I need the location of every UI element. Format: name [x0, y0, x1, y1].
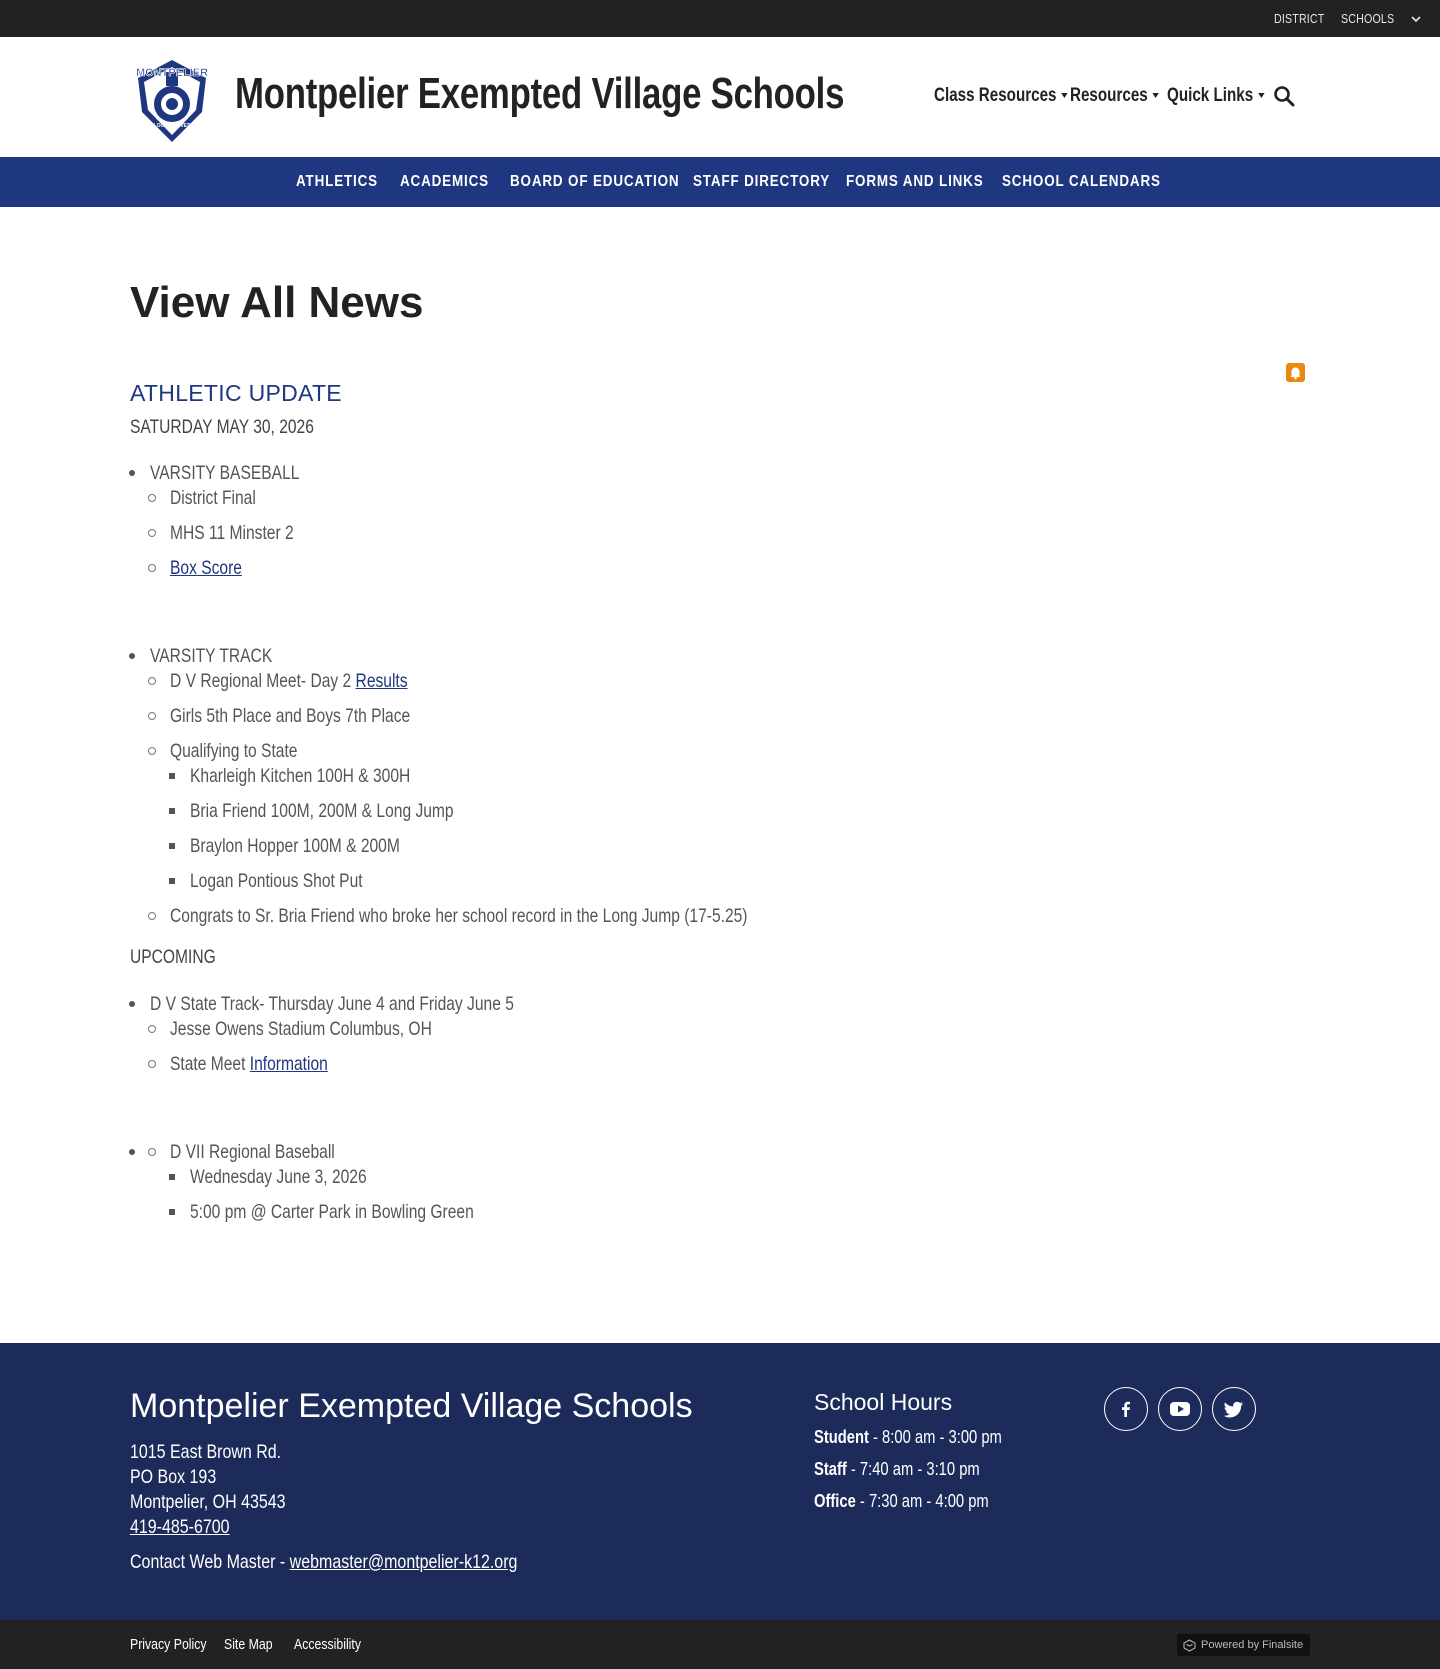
bullet — [169, 808, 175, 814]
nav-quick-links-label: Quick Links — [1167, 85, 1254, 106]
powered-by-badge[interactable] — [1177, 1634, 1310, 1656]
list-item — [170, 556, 242, 580]
bullet — [129, 1149, 135, 1155]
page-title: View All News — [130, 278, 424, 327]
box-score-link[interactable]: Box Score — [170, 557, 242, 579]
site-footer — [0, 1343, 1440, 1620]
privacy-policy-link[interactable]: Privacy Policy — [130, 1636, 207, 1653]
caret-down-icon — [1153, 93, 1159, 98]
bullet — [169, 843, 175, 849]
results-link[interactable]: Results — [355, 670, 408, 692]
logo-text-bottom: LOCOMOTIVES — [153, 123, 191, 129]
list-item: Bria Friend 100M, 200M & Long Jump — [190, 800, 454, 822]
meet-text: D V Regional Meet- Day 2 — [170, 670, 356, 692]
bullet — [129, 653, 135, 659]
mainnav-school-calendars[interactable]: SCHOOL CALENDARS — [1002, 173, 1161, 190]
facebook-icon — [1117, 1400, 1135, 1418]
footer-title: Montpelier Exempted Village Schools — [130, 1387, 693, 1425]
school-hours-title: School Hours — [814, 1389, 953, 1415]
list-item: Jesse Owens Stadium Columbus, OH — [170, 1018, 432, 1040]
mainnav-academics[interactable]: ACADEMICS — [400, 173, 489, 190]
hours-line — [814, 1427, 1002, 1448]
top-utility-bar — [0, 0, 1440, 37]
footer-address-line: PO Box 193 — [130, 1466, 217, 1488]
mainnav-forms-and-links[interactable]: FORMS AND LINKS — [846, 173, 984, 190]
bullet — [148, 912, 156, 920]
bullet — [129, 470, 135, 476]
bullet — [129, 1001, 135, 1007]
list-item: 5:00 pm @ Carter Park in Bowling Green — [190, 1201, 474, 1223]
bullet — [169, 1174, 175, 1180]
search-icon[interactable] — [1273, 85, 1295, 107]
news-date: SATURDAY MAY 30, 2026 — [130, 417, 314, 438]
hours-label: Student — [814, 1427, 869, 1447]
list-item: MHS 11 Minster 2 — [170, 522, 294, 544]
schools-link[interactable]: SCHOOLS — [1341, 11, 1395, 26]
youtube-button[interactable] — [1158, 1387, 1202, 1431]
list-item: Braylon Hopper 100M & 200M — [190, 835, 400, 857]
list-item: Kharleigh Kitchen 100H & 300H — [190, 765, 411, 787]
accessibility-link[interactable]: Accessibility — [294, 1636, 361, 1653]
chevron-down-icon[interactable] — [1409, 12, 1423, 26]
state-meet-text: State Meet — [170, 1053, 250, 1075]
caret-down-icon — [1258, 93, 1264, 98]
bullet — [148, 677, 156, 685]
mainnav-athletics[interactable]: ATHLETICS — [296, 173, 378, 190]
hours-line — [814, 1459, 980, 1480]
upcoming-heading: UPCOMING — [130, 947, 216, 968]
site-map-link[interactable]: Site Map — [224, 1636, 273, 1653]
nav-class-resources[interactable] — [934, 85, 1068, 109]
list-item: Logan Pontious Shot Put — [190, 870, 363, 892]
caret-down-icon — [1061, 93, 1067, 98]
mainnav-board-of-education[interactable]: BOARD OF EDUCATION — [510, 173, 680, 190]
school-logo[interactable] — [132, 50, 212, 144]
list-item: VARSITY BASEBALL — [150, 462, 300, 484]
footer-address-line: Montpelier, OH 43543 — [130, 1491, 286, 1513]
hours-label: Office — [814, 1491, 856, 1511]
list-item: Qualifying to State — [170, 740, 298, 762]
list-item: D VII Regional Baseball — [170, 1141, 335, 1163]
list-item: Girls 5th Place and Boys 7th Place — [170, 705, 411, 727]
logo-text-top: MONTPELIER — [135, 67, 209, 79]
bullet — [148, 1060, 156, 1068]
finalsite-icon — [1183, 1639, 1196, 1652]
bullet — [169, 878, 175, 884]
bottom-bar — [0, 1620, 1440, 1669]
footer-phone — [130, 1516, 230, 1539]
list-item: D V State Track- Thursday June 4 and Friday June 5 — [150, 993, 514, 1015]
list-item: VARSITY TRACK — [150, 645, 273, 667]
bullet — [148, 1148, 156, 1156]
bullet — [148, 564, 156, 572]
webmaster-label: Contact Web Master - — [130, 1551, 290, 1573]
footer-address-line: 1015 East Brown Rd. — [130, 1441, 282, 1463]
bullet — [148, 529, 156, 537]
hours-value: - 7:40 am - 3:10 pm — [846, 1459, 980, 1479]
hours-value: - 7:30 am - 4:00 pm — [855, 1491, 989, 1511]
nav-resources-label: Resources — [1070, 85, 1148, 106]
bullet — [148, 1025, 156, 1033]
bullet — [169, 1209, 175, 1215]
nav-quick-links[interactable] — [1167, 85, 1264, 109]
mainnav-staff-directory[interactable]: STAFF DIRECTORY — [693, 173, 831, 190]
main-navigation — [0, 157, 1440, 207]
twitter-icon — [1224, 1401, 1244, 1418]
list-item: District Final — [170, 487, 256, 509]
notification-bell-icon[interactable] — [1286, 363, 1305, 382]
facebook-button[interactable] — [1104, 1387, 1148, 1431]
bullet — [148, 747, 156, 755]
nav-resources[interactable] — [1070, 85, 1159, 109]
site-header — [0, 37, 1440, 157]
hours-value: - 8:00 am - 3:00 pm — [868, 1427, 1002, 1447]
list-item — [170, 1052, 328, 1076]
news-title[interactable]: ATHLETIC UPDATE — [130, 380, 342, 406]
nav-class-resources-label: Class Resources — [934, 85, 1057, 106]
phone-link[interactable]: 419-485-6700 — [130, 1516, 230, 1538]
district-link[interactable]: DISTRICT — [1274, 11, 1325, 26]
list-item: Wednesday June 3, 2026 — [190, 1166, 367, 1188]
footer-webmaster — [130, 1551, 517, 1574]
bullet — [169, 773, 175, 779]
twitter-button[interactable] — [1212, 1387, 1256, 1431]
bullet — [148, 712, 156, 720]
webmaster-email-link[interactable]: webmaster@montpelier-k12.org — [289, 1551, 518, 1573]
bullet — [148, 494, 156, 502]
hours-line — [814, 1491, 989, 1512]
youtube-icon — [1169, 1401, 1191, 1417]
information-link[interactable]: Information — [249, 1053, 328, 1075]
hours-label: Staff — [814, 1459, 847, 1479]
powered-by-text: Powered by Finalsite — [1201, 1639, 1304, 1651]
list-item: Congrats to Sr. Bria Friend who broke her school record in the Long Jump (17-5.25) — [170, 905, 748, 927]
site-title[interactable]: Montpelier Exempted Village Schools — [235, 69, 845, 118]
list-item — [170, 669, 408, 693]
